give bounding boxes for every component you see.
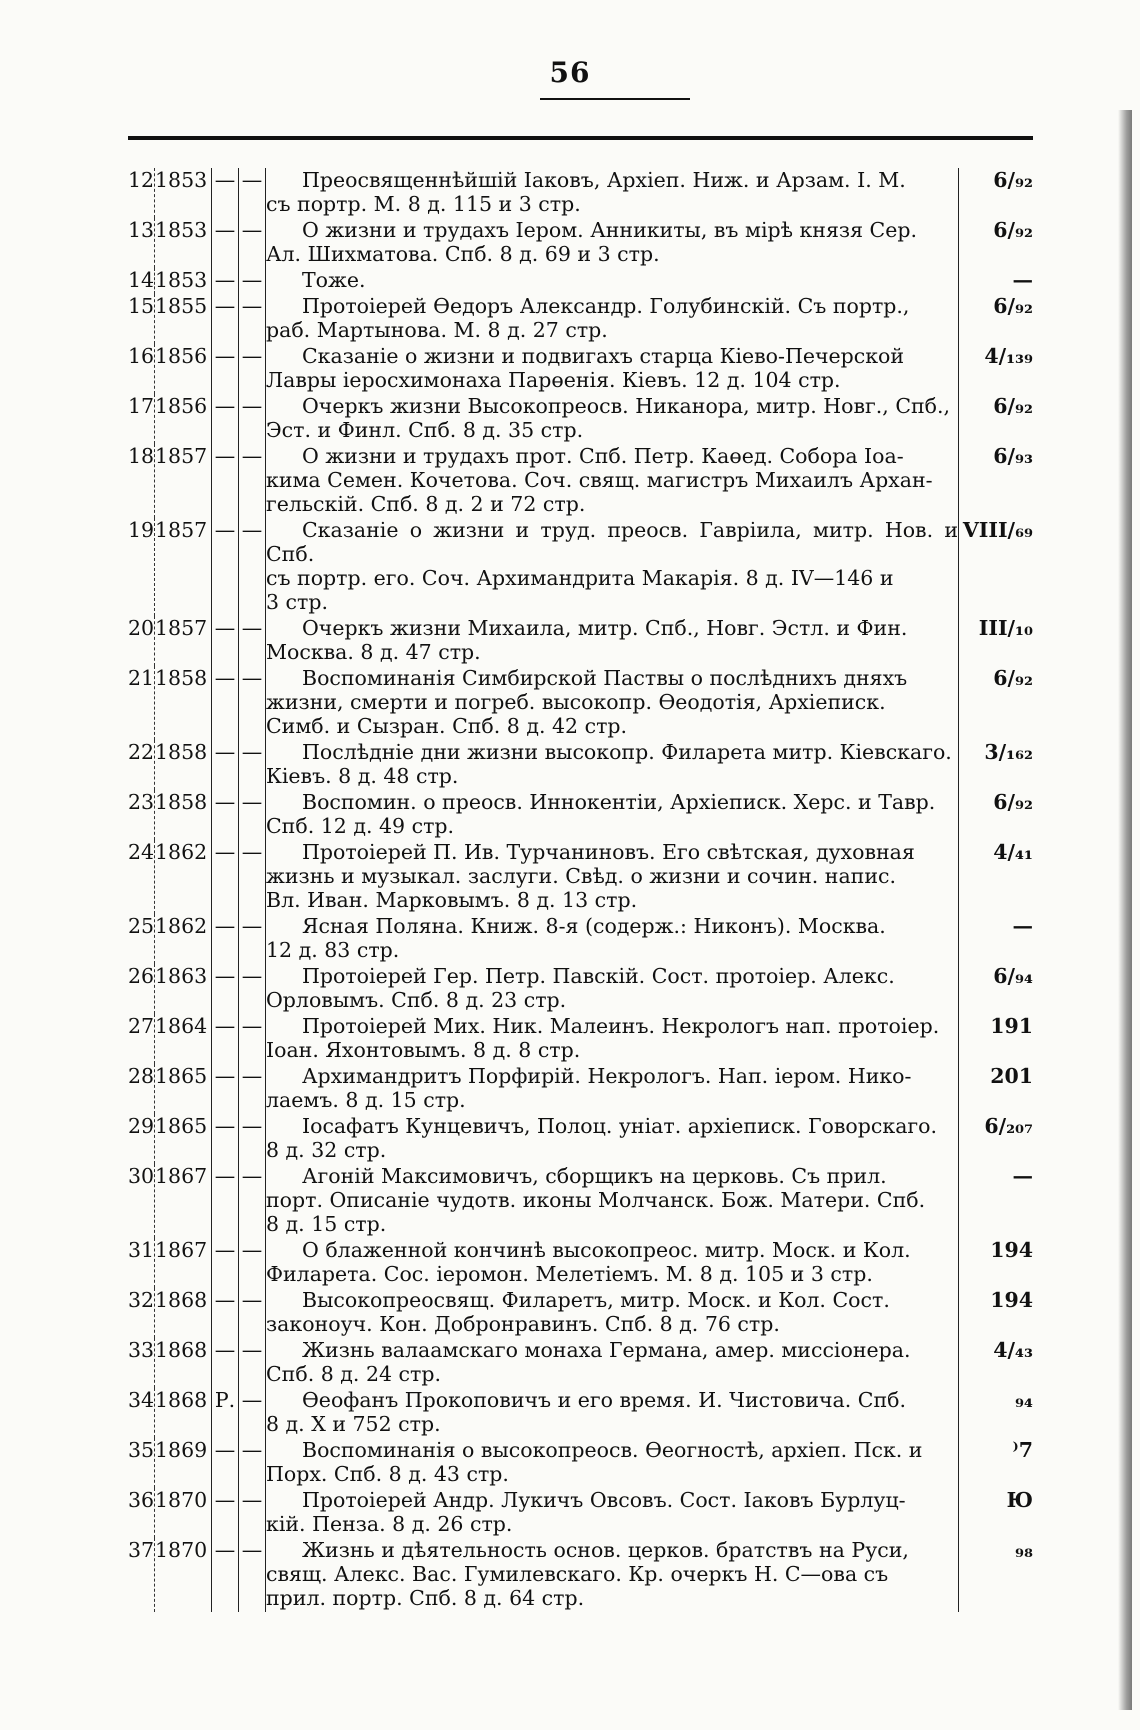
entry-mark-2: — [239, 790, 266, 840]
catalog-entry [128, 1014, 1033, 1064]
entry-description-line: Протоіерей Мих. Ник. Малеинъ. Некрологъ нап. протоіер. [302, 1014, 940, 1038]
entry-description [266, 740, 959, 790]
entry-number: 36 [128, 1488, 155, 1538]
entry-mark-2: — [239, 268, 266, 294]
entry-year: 1865 [155, 1114, 212, 1164]
entry-description-line: 3 стр. [266, 590, 329, 614]
entry-price: 6/₉₂ [993, 218, 1033, 242]
entry-description-line: Сказаніе о жизни и труд. преосв. Гавріила, митр. Нов. и Спб. [266, 518, 958, 566]
entry-description [266, 1338, 959, 1388]
entry-description-line: Протоіерей Өедоръ Александр. Голубинскій. Съ портр., [302, 294, 910, 318]
catalog-entry [128, 1388, 1033, 1438]
entry-description-line: Орловымъ. Спб. 8 д. 23 стр. [266, 988, 567, 1012]
entry-price: 6/₉₂ [993, 294, 1033, 318]
entry-mark-2: — [239, 294, 266, 344]
entry-description-line: Жизнь и дѣятельность основ. церков. братствъ на Руси, [302, 1538, 909, 1562]
entry-mark-1: — [212, 1238, 239, 1288]
entry-description-line: О жизни и трудахъ прот. Спб. Петр. Каөед. Собора Іоа- [302, 444, 904, 468]
entry-price: 201 [990, 1064, 1033, 1088]
entry-mark-2: — [239, 616, 266, 666]
entry-mark-1: — [212, 1338, 239, 1388]
catalog-entry [128, 1438, 1033, 1488]
entry-description-line: Лавры іеросхимонаха Парөенія. Кіевъ. 12 д. 104 стр. [266, 368, 841, 392]
entry-mark-2: — [239, 1014, 266, 1064]
entry-price: VIII/₆₉ [962, 518, 1033, 542]
entry-mark-2: — [239, 1288, 266, 1338]
entry-number: 26 [128, 964, 155, 1014]
entry-mark-2: — [239, 740, 266, 790]
entry-description-line: Вл. Иван. Марковымъ. 8 д. 13 стр. [266, 888, 638, 912]
entry-year: 1853 [155, 218, 212, 268]
entry-description [266, 1288, 959, 1338]
entry-year: 1868 [155, 1388, 212, 1438]
entry-description-line: свящ. Алекс. Вас. Гумилевскаго. Кр. очеркъ Н. С—ова съ [266, 1562, 889, 1586]
entry-description-line: О блаженной кончинѣ высокопреос. митр. Моск. и Кол. [302, 1238, 911, 1262]
entry-description-line: Воспоминанія Симбирской Паствы о послѣднихъ дняхъ [302, 666, 908, 690]
entry-description [266, 616, 959, 666]
entry-description-line: О жизни и трудахъ Іером. Анникиты, въ мірѣ князя Сер. [302, 218, 917, 242]
entry-number: 22 [128, 740, 155, 790]
entry-mark-1: — [212, 1014, 239, 1064]
entry-year: 1869 [155, 1438, 212, 1488]
entry-description-line: Спб. 12 д. 49 стр. [266, 814, 455, 838]
entry-description-line: Кіевъ. 8 д. 48 стр. [266, 764, 459, 788]
entry-mark-2: — [239, 1164, 266, 1238]
entry-description [266, 1438, 959, 1488]
entry-mark-2: — [239, 1388, 266, 1438]
entry-description [266, 1238, 959, 1288]
entry-price: ₉₈ [1015, 1538, 1033, 1562]
entry-price: 4/₁₃₉ [984, 344, 1033, 368]
header-rule [128, 136, 1033, 140]
entry-description-line: Ясная Поляна. Книж. 8-я (содерж.: Никонъ). Москва. [302, 914, 886, 938]
entry-number: 13 [128, 218, 155, 268]
entry-year: 1853 [155, 168, 212, 218]
entry-description-line: Высокопреосвящ. Филаретъ, митр. Моск. и Кол. Сост. [302, 1288, 890, 1312]
entry-description-line: съ портр. его. Соч. Архимандрита Макарія. 8 д. IV—146 и [266, 566, 894, 590]
entry-year: 1865 [155, 1064, 212, 1114]
entry-number: 18 [128, 444, 155, 518]
entry-price: 6/₂₀₇ [984, 1114, 1033, 1138]
catalog-entry [128, 840, 1033, 914]
entry-description-line: 8 д. X и 752 стр. [266, 1412, 441, 1436]
entry-number: 23 [128, 790, 155, 840]
entry-description-line: Протоіерей Андр. Лукичъ Овсовъ. Сост. Іаковъ Бурлуц- [302, 1488, 906, 1512]
entry-price: 6/₉₂ [993, 790, 1033, 814]
entry-number: 30 [128, 1164, 155, 1238]
entry-mark-1: — [212, 1064, 239, 1114]
entry-description-line: Тоже. [302, 268, 366, 292]
catalog-entry [128, 790, 1033, 840]
entry-mark-1: — [212, 218, 239, 268]
entry-description-line: Преосвященнѣйшій Іаковъ, Архіеп. Ниж. и Арзам. I. М. [302, 168, 906, 192]
entry-mark-1: — [212, 518, 239, 616]
entry-description [266, 1114, 959, 1164]
catalog-entry [128, 294, 1033, 344]
entry-mark-1: — [212, 268, 239, 294]
entry-description [266, 1388, 959, 1438]
entry-description-line: Архимандритъ Порфирій. Некрологъ. Нап. іером. Нико- [302, 1064, 912, 1088]
entry-mark-2: — [239, 840, 266, 914]
entry-number: 28 [128, 1064, 155, 1114]
entry-description-line: 8 д. 32 стр. [266, 1138, 387, 1162]
entry-mark-1: — [212, 344, 239, 394]
catalog-entry [128, 518, 1033, 616]
entry-description-line: Сказаніе о жизни и подвигахъ старца Кіево-Печерской [302, 344, 905, 368]
entry-price: Ю [1006, 1488, 1033, 1512]
catalog-table [128, 168, 1033, 1612]
entry-description [266, 1164, 959, 1238]
entry-mark-1: Р. [212, 1388, 239, 1438]
catalog-entry [128, 218, 1033, 268]
entry-number: 14 [128, 268, 155, 292]
entry-mark-1: — [212, 294, 239, 344]
page-number: 56 [549, 56, 591, 89]
entry-description-line: Порх. Спб. 8 д. 43 стр. [266, 1462, 509, 1486]
entry-mark-1: — [212, 1438, 239, 1488]
entry-mark-2: — [239, 1064, 266, 1114]
entry-description [266, 1064, 959, 1114]
entry-price: 3/₁₆₂ [984, 740, 1033, 764]
entry-description-line: Симб. и Сызран. Спб. 8 д. 42 стр. [266, 714, 628, 738]
entry-mark-1: — [212, 840, 239, 914]
entry-number: 19 [128, 518, 155, 616]
entry-year: 1857 [155, 444, 212, 518]
entry-mark-1: — [212, 914, 239, 964]
entry-mark-2: — [239, 1438, 266, 1488]
catalog-entry [128, 1488, 1033, 1538]
entry-number: 24 [128, 840, 155, 914]
entry-description-line: Спб. 8 д. 24 стр. [266, 1362, 442, 1386]
entry-description [266, 1538, 959, 1612]
entry-number: 33 [128, 1338, 155, 1388]
entry-description-line: Протоіерей П. Ив. Турчаниновъ. Его свѣтская, духовная [302, 840, 915, 864]
entry-description-line: Жизнь валаамскаго монаха Германа, амер. миссіонера. [302, 1338, 911, 1362]
entry-mark-1: — [212, 666, 239, 740]
entry-description [266, 444, 959, 518]
entry-description-line: Воспоминанія о высокопреосв. Өеогностѣ, архіеп. Пск. и [302, 1438, 923, 1462]
entry-year: 1870 [155, 1538, 212, 1612]
catalog-entry [128, 1164, 1033, 1238]
entry-year: 1853 [155, 268, 212, 294]
catalog-entry [128, 444, 1033, 518]
entry-number: 15 [128, 294, 155, 344]
entry-description [266, 394, 959, 444]
catalog-entry [128, 1338, 1033, 1388]
catalog-entry [128, 1288, 1033, 1338]
entry-description [266, 790, 959, 840]
entry-description [266, 666, 959, 740]
entry-description [266, 1488, 959, 1538]
entry-mark-2: — [239, 218, 266, 268]
entry-mark-2: — [239, 168, 266, 218]
entry-mark-1: — [212, 444, 239, 518]
entry-year: 1867 [155, 1164, 212, 1238]
catalog-entry [128, 1538, 1033, 1612]
entry-description [266, 294, 959, 344]
entry-year: 1858 [155, 740, 212, 790]
entry-description-line: раб. Мартынова. М. 8 д. 27 стр. [266, 318, 608, 342]
entry-description [266, 840, 959, 914]
entry-description-line: Іосафатъ Кунцевичъ, Полоц. уніат. архіеписк. Говорскаго. [302, 1114, 938, 1138]
entry-price: — [1012, 268, 1033, 292]
entry-price: 6/₉₂ [993, 168, 1033, 192]
entry-mark-2: — [239, 1238, 266, 1288]
entry-description-line: Воспомин. о преосв. Иннокентіи, Архіеписк. Херс. и Тавр. [302, 790, 936, 814]
entry-description-line: жизнь и музыкал. заслуги. Свѣд. о жизни и сочин. напис. [266, 864, 896, 888]
catalog-entry [128, 168, 1033, 218]
entry-description [266, 914, 959, 964]
entry-description-line: Послѣдніе дни жизни высокопр. Филарета митр. Кіевскаго. [302, 740, 952, 764]
entry-description-line: Протоіерей Гер. Петр. Павскій. Сост. протоіер. Алекс. [302, 964, 895, 988]
entry-mark-2: — [239, 518, 266, 616]
entry-year: 1857 [155, 616, 212, 666]
entry-description-line: порт. Описаніе чудотв. иконы Молчанск. Бож. Матери. Спб. [266, 1188, 926, 1212]
entry-price: 6/₉₃ [993, 444, 1033, 468]
entry-price: III/₁₀ [978, 616, 1033, 640]
entry-year: 1856 [155, 394, 212, 444]
entry-number: 32 [128, 1288, 155, 1338]
entry-mark-1: — [212, 1114, 239, 1164]
entry-price: 4/₄₃ [993, 1338, 1033, 1362]
entry-price: 194 [990, 1288, 1033, 1312]
entry-year: 1868 [155, 1338, 212, 1388]
entry-mark-2: — [239, 1538, 266, 1612]
entry-number: 31 [128, 1238, 155, 1288]
entry-description [266, 168, 959, 218]
entry-year: 1864 [155, 1014, 212, 1064]
catalog-entry [128, 268, 1033, 294]
entry-description-line: съ портр. М. 8 д. 115 и 3 стр. [266, 192, 581, 216]
entry-mark-2: — [239, 964, 266, 1014]
catalog-entry [128, 394, 1033, 444]
entry-number: 20 [128, 616, 155, 666]
catalog-entry [128, 616, 1033, 666]
catalog-entry [128, 666, 1033, 740]
entry-year: 1863 [155, 964, 212, 1014]
entry-mark-1: — [212, 1288, 239, 1338]
entry-price: 194 [990, 1238, 1033, 1262]
entry-year: 1862 [155, 914, 212, 964]
entry-description [266, 964, 959, 1014]
entry-number: 25 [128, 914, 155, 964]
entry-description-line: кій. Пенза. 8 д. 26 стр. [266, 1512, 513, 1536]
entry-number: 17 [128, 394, 155, 444]
entry-number: 21 [128, 666, 155, 740]
entry-price: 6/₉₂ [993, 666, 1033, 690]
entry-mark-1: — [212, 740, 239, 790]
entry-description-line: гельскій. Спб. 8 д. 2 и 72 стр. [266, 492, 586, 516]
entry-price: — [1012, 914, 1033, 938]
entry-description-line: Өеофанъ Прокоповичъ и его время. И. Чистовича. Спб. [302, 1388, 907, 1412]
entry-description-line: кима Семен. Кочетова. Соч. свящ. магистръ Михаилъ Архан- [266, 468, 933, 492]
entry-description-line: Эст. и Финл. Спб. 8 д. 35 стр. [266, 418, 584, 442]
entry-year: 1855 [155, 294, 212, 344]
entry-mark-1: — [212, 168, 239, 218]
entry-price: 6/₉₄ [993, 964, 1033, 988]
entry-description-line: законоуч. Кон. Добронравинъ. Спб. 8 д. 76 стр. [266, 1312, 780, 1336]
entry-year: 1858 [155, 790, 212, 840]
entry-mark-2: — [239, 444, 266, 518]
entry-year: 1868 [155, 1288, 212, 1338]
entry-price: — [1012, 1164, 1033, 1188]
catalog-entry [128, 344, 1033, 394]
entry-number: 34 [128, 1388, 155, 1438]
entry-mark-2: — [239, 394, 266, 444]
entry-description-line: 8 д. 15 стр. [266, 1212, 387, 1236]
entry-year: 1858 [155, 666, 212, 740]
entry-description-line: жизни, смерти и погреб. высокопр. Өеодотія, Архіеписк. [266, 690, 886, 714]
entry-mark-1: — [212, 1488, 239, 1538]
entry-mark-2: — [239, 914, 266, 964]
entry-year: 1862 [155, 840, 212, 914]
entry-description [266, 344, 959, 394]
entry-price: ⁾7 [1012, 1438, 1033, 1462]
entry-mark-2: — [239, 344, 266, 394]
catalog-entry [128, 1064, 1033, 1114]
entry-year: 1870 [155, 1488, 212, 1538]
entry-mark-2: — [239, 1488, 266, 1538]
catalog-entry [128, 914, 1033, 964]
entry-year: 1867 [155, 1238, 212, 1288]
entry-description-line: Агоній Максимовичъ, сборщикъ на церковь. Съ прил. [302, 1164, 887, 1188]
entry-mark-1: — [212, 394, 239, 444]
entry-description [266, 218, 959, 268]
entry-mark-1: — [212, 1164, 239, 1238]
entry-price: 4/₄₁ [993, 840, 1033, 864]
catalog-entry [128, 740, 1033, 790]
entry-description-line: Москва. 8 д. 47 стр. [266, 640, 481, 664]
catalog-body [128, 168, 1033, 1612]
catalog-entry [128, 1238, 1033, 1288]
entry-mark-2: — [239, 1114, 266, 1164]
entry-mark-1: — [212, 790, 239, 840]
entry-number: 35 [128, 1438, 155, 1488]
entry-price: 6/₉₂ [993, 394, 1033, 418]
entry-description-line: Филарета. Сос. іеромон. Мелетіемъ. М. 8 д. 105 и 3 стр. [266, 1262, 873, 1286]
entry-price: ₉₄ [1015, 1388, 1033, 1412]
entry-year: 1856 [155, 344, 212, 394]
entry-description-line: Очеркъ жизни Михаила, митр. Спб., Новг. Эстл. и Фин. [302, 616, 908, 640]
entry-mark-1: — [212, 1538, 239, 1612]
entry-mark-1: — [212, 964, 239, 1014]
entry-number: 29 [128, 1114, 155, 1164]
catalog-entry [128, 1114, 1033, 1164]
catalog-entry [128, 964, 1033, 1014]
entry-description-line: прил. портр. Спб. 8 д. 64 стр. [266, 1586, 585, 1610]
entry-number: 27 [128, 1014, 155, 1064]
entry-mark-2: — [239, 666, 266, 740]
entry-description [266, 1014, 959, 1064]
entry-year: 1857 [155, 518, 212, 616]
entry-description-line: Ал. Шихматова. Спб. 8 д. 69 и 3 стр. [266, 242, 660, 266]
entry-number: 16 [128, 344, 155, 394]
entry-description-line: 12 д. 83 стр. [266, 938, 400, 962]
entry-mark-1: — [212, 616, 239, 666]
entry-number: 37 [128, 1538, 155, 1612]
entry-description [266, 518, 959, 616]
entry-price: 191 [990, 1014, 1033, 1038]
scan-edge-shadow [1118, 110, 1132, 1710]
entry-description-line: Очеркъ жизни Высокопреосв. Никанора, митр. Новг., Спб., [302, 394, 951, 418]
page-number-rule [540, 98, 690, 100]
entry-description [266, 268, 959, 294]
entry-number: 12 [128, 168, 155, 218]
entry-description-line: лаемъ. 8 д. 15 стр. [266, 1088, 466, 1112]
entry-description-line: Іоан. Яхонтовымъ. 8 д. 8 стр. [266, 1038, 581, 1062]
entry-mark-2: — [239, 1338, 266, 1388]
